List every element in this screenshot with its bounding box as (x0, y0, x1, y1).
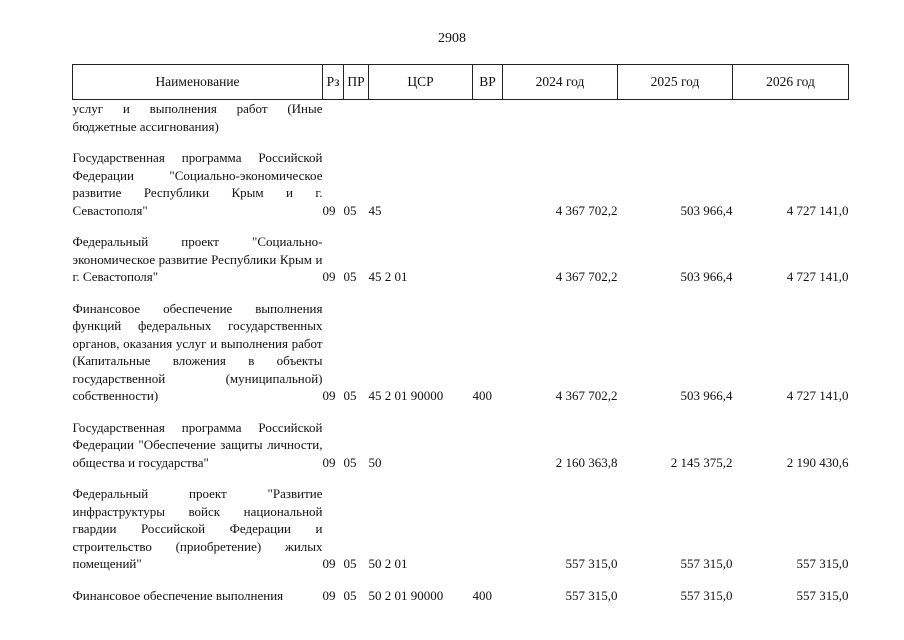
row-2026: 4 727 141,0 (786, 269, 849, 284)
header-rz: Рз (323, 65, 344, 100)
row-vr: 400 (472, 587, 492, 603)
row-csr: 45 2 01 (368, 269, 408, 284)
table-row (73, 233, 849, 300)
row-csr: 50 2 01 90000 (368, 587, 444, 603)
row-rz: 09 (322, 202, 336, 218)
row-pr: 05 (343, 202, 357, 218)
row-2026: 557 315,0 (796, 556, 849, 571)
row-csr: 45 2 01 90000 (368, 388, 444, 403)
table-row (73, 419, 849, 486)
page-number: 2908 (438, 31, 466, 46)
row-2025: 503 966,4 (680, 269, 733, 284)
row-rz (323, 100, 344, 150)
row-2024: 4 367 702,2 (555, 202, 618, 218)
row-2024: 2 160 363,8 (555, 454, 618, 470)
row-name: Финансовое обеспечение выполнения (72, 587, 284, 603)
row-pr: 05 (343, 587, 357, 603)
header-vr: ВР (473, 65, 503, 100)
row-csr: 45 (368, 202, 382, 218)
row-vr (473, 149, 503, 233)
row-rz: 09 (322, 556, 336, 571)
row-2025: 2 145 375,2 (670, 454, 733, 470)
row-csr: 50 2 01 (368, 556, 408, 571)
row-vr (473, 100, 503, 150)
table-row (73, 485, 849, 587)
header-csr: ЦСР (369, 65, 473, 100)
row-2026: 2 190 430,6 (786, 454, 849, 470)
header-pr: ПР (344, 65, 369, 100)
header-2024: 2024 год (503, 65, 618, 100)
row-vr (473, 233, 503, 300)
row-2024: 4 367 702,2 (555, 269, 618, 284)
row-rz: 09 (322, 269, 336, 284)
row-rz: 09 (322, 454, 336, 470)
row-2024 (503, 100, 618, 150)
table-row (73, 149, 849, 233)
row-csr: 50 (368, 454, 382, 470)
table-header-row (73, 65, 849, 100)
row-pr (344, 100, 369, 150)
row-2026 (733, 100, 849, 150)
row-pr: 05 (343, 388, 357, 403)
row-name: Финансовое обеспечение выполнения функций федеральных государственных органов, оказания услуг и выполнения работ (Капитальные вложения в объекты государственной (муниципальной) собственности) (72, 300, 323, 403)
row-2024: 557 315,0 (565, 587, 618, 603)
row-csr (369, 100, 473, 150)
row-2026: 4 727 141,0 (786, 202, 849, 218)
table-row (73, 587, 849, 605)
row-name: Государственная программа Российской Федерации "Обеспечение защиты личности, общества и государства" (72, 419, 323, 470)
row-pr: 05 (343, 454, 357, 470)
row-2025: 557 315,0 (680, 556, 733, 571)
row-pr: 05 (343, 269, 357, 284)
header-2025: 2025 год (618, 65, 733, 100)
row-pr: 05 (343, 556, 357, 571)
row-name: Федеральный проект "Развитие инфраструктуры войск национальной гвардии Российской Федерации и строительство (приобретение) жилых помещений" (72, 486, 323, 571)
row-2025: 503 966,4 (680, 388, 733, 403)
row-name: Федеральный проект "Социально-экономическое развитие Республики Крым и г. Севастополя" (72, 234, 323, 284)
row-vr: 400 (472, 388, 492, 403)
row-2025: 503 966,4 (680, 202, 733, 218)
row-name: Государственная программа Российской Федерации "Социально-экономическое развитие Республики Крым и г. Севастополя" (72, 150, 323, 218)
row-2024: 4 367 702,2 (555, 388, 618, 403)
table-row (73, 100, 849, 150)
row-2026: 557 315,0 (796, 587, 849, 603)
row-2024: 557 315,0 (565, 556, 618, 571)
row-2026: 4 727 141,0 (786, 388, 849, 403)
row-vr (473, 485, 503, 587)
row-2025 (618, 100, 733, 150)
row-rz: 09 (322, 587, 336, 603)
row-2025: 557 315,0 (680, 587, 733, 603)
row-vr (473, 419, 503, 486)
header-name: Наименование (73, 65, 323, 100)
header-2026: 2026 год (733, 65, 849, 100)
row-name: услуг и выполнения работ (Иные бюджетные ассигнования) (72, 101, 323, 134)
table-row (73, 300, 849, 419)
row-rz: 09 (322, 388, 336, 403)
budget-table (72, 64, 849, 604)
